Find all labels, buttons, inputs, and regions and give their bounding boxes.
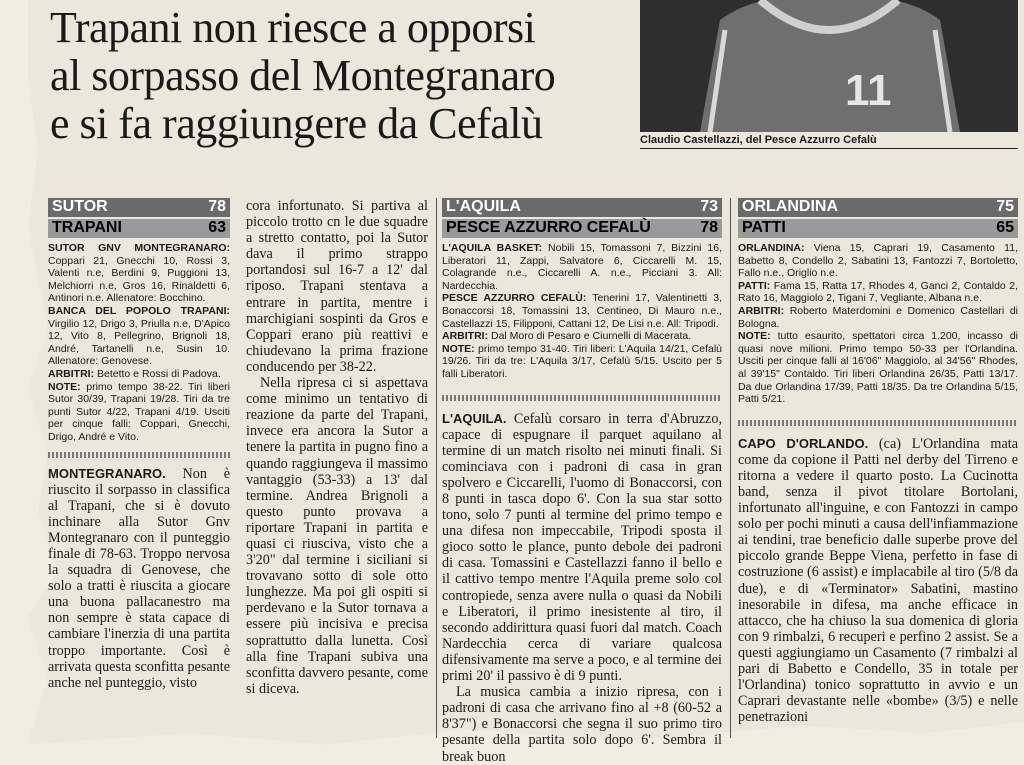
article-text: (ca) L'Orlandina mata come da copione il Patti nel derby del Tirreno e ritorna a vedere il quarto posto. La Cucinotta band, senza il pivot titolare Bortolani, infortunato all'inguine, e con Fantozzi in campo solo per pochi minuti a causa dell'infiammazione ai tendini, trae beneficio dalle superbe prove del piccolo grande Beppe Viena, perfetto in fase di costruzione (6 assist) e implacabile al tiro (5/8 da due), e di «Terminator» Sabatini, mastino inesorabile in difesa, ma anche efficace in attacco, che ha chiuso la sua domenica di gloria con 9 rimbalzi, 6 recuperi e perfino 2 assist. Se a questi aggiungiamo un Casamento (7 rimbalzi al pari di Babetto e Condello, 35 in totale per l'Orlandina) tonico soprattutto in avvio e un Caprari devastante nelle «bombe» (3/5) e nelle penetrazioni	[738, 435, 1018, 726]
column-orlandina-patti	[738, 198, 1018, 725]
headline-line-1: Trapani non riesce a opporsi	[50, 3, 536, 52]
divider	[442, 395, 722, 401]
article-text: Non è riuscito il sorpasso in classifica al Trapani, che si è dovuto inchinare alla Sutor Gnv Montegranaro con il punteggio finale di 78-63. Troppo nervosa la squadra di Genovese, che solo a tratti è riuscita a giocare una buona pallacanestro ma non sempre è stata capace di cambiare l'inerzia di una partita troppo importante. Così è arrivata questa sconfitta pesante anche nel punteggio, visto	[48, 465, 230, 691]
column-sutor-trapani	[48, 198, 230, 691]
divider	[48, 452, 230, 458]
box-text: primo tempo 38-22. Tiri liberi Sutor 30/39, Trapani 19/28. Tiri da tre punti Sutor 4/22, Trapani 4/19. Usciti per cinque falli: Coppari, Gnecchi, Drigo, André e Vito.	[48, 380, 230, 443]
box-text: Coppari 21, Gnecchi 10, Rossi 3, Valenti n.e, Berdini 9, Puggioni 13, Melchiorri n.e, Gros 16, Rinaldetti 6, Antinori n.e. Allenatore: Bocchino.	[48, 254, 230, 305]
article-dateline: L'AQUILA.	[442, 410, 507, 426]
score-row-home	[442, 198, 722, 217]
box-text: Roberto Materdomini e Domenico Castellari di Bologna.	[738, 304, 1018, 330]
article-paragraph: La musica cambia a inizio ripresa, con i padroni di casa che arrivano fino al +8 (60-52 a 8'37") e Bonaccorsi che segna il suo primo tiro pesante della partita solo dopo 6'. Sembra il break buon	[442, 684, 722, 765]
article-body	[738, 436, 1018, 726]
box-label: BANCA DEL POPOLO TRAPANI:	[48, 304, 230, 317]
box-score-text	[738, 242, 1018, 406]
team-name: SUTOR	[52, 198, 108, 216]
box-label: ARBITRI:	[48, 367, 95, 380]
box-text: primo tempo 31-40. Tiri liberi: L'Aquila 14/21, Cefalù 19/26. Tiri da tre: L'Aquila 3/17, Cefalù 5/15. Uscito per 5 falli Liberatori.	[442, 342, 722, 380]
team-name: PESCE AZZURRO CEFALÙ	[446, 219, 651, 237]
box-text: Viena 15, Caprari 19, Casamento 11, Babetto 8, Condello 2, Sabatini 13, Fantozzi 7, Bortoletto, Fallo n.e., Origlio n.e.	[738, 242, 1018, 280]
article-body	[48, 466, 230, 691]
team-name: ORLANDINA	[742, 198, 838, 216]
article-dateline: MONTEGRANARO.	[48, 465, 166, 481]
player-photo	[640, 0, 1018, 132]
headline	[50, 4, 630, 148]
team-score: 78	[700, 219, 718, 237]
column-laquila-cefalu	[442, 198, 722, 765]
box-label: SUTOR GNV MONTEGRANARO:	[48, 242, 230, 254]
article-body	[246, 198, 428, 697]
team-score: 73	[700, 198, 718, 216]
box-score-text	[442, 242, 722, 381]
team-name: PATTI	[742, 219, 786, 237]
box-label: ARBITRI:	[442, 330, 489, 343]
column-rule	[436, 198, 437, 738]
box-label: ORLANDINA:	[738, 242, 805, 254]
divider	[738, 420, 1018, 426]
score-row-away	[738, 219, 1018, 238]
box-label: PATTI:	[738, 279, 771, 292]
box-text: Nobili 15, Tomassoni 7, Bizzini 16, Liberatori 11, Zappi, Salvatore 6, Ciccarelli M. 15, Colagrande n.e., Ciccarelli A. n.e., Picciani 3. All: Nardecchia.	[442, 242, 722, 292]
photo-caption: Claudio Castellazzi, del Pesce Azzurro Cefalù	[640, 134, 1018, 149]
team-name: TRAPANI	[52, 219, 122, 237]
scorebox-sutor-trapani	[48, 198, 230, 238]
score-row-home	[48, 198, 230, 217]
team-score: 75	[996, 198, 1014, 216]
headline-line-2: al sorpasso del Montegranaro	[50, 51, 556, 100]
team-score: 78	[208, 198, 226, 216]
box-text: Fama 15, Ratta 17, Rhodes 4, Ganci 2, Contaldo 2, Rato 16, Maggiolo 2, Tigani 7, Vegliante, Albana n.e.	[738, 279, 1018, 305]
box-text: Dal Moro di Pesaro e Ciurnelli di Macerata.	[488, 330, 692, 343]
box-text: Betetto e Rossi di Padova.	[94, 367, 221, 380]
article-paragraph: cora infortunato. Si partiva al piccolo trotto cn le due squadre a stretto contatto, poi la Sutor dava il primo strappo portandosi sul 16-7 a 12' dal riposo. Trapani stentava a entrare in partita, mentre i marchigiani sospinti da Gros e Coppari erano più reattivi e chiudevano la prima frazione conducendo per 38-22.	[246, 198, 428, 375]
basketball-jersey-image	[640, 0, 1018, 132]
article-body	[442, 411, 722, 765]
scorebox-orlandina-patti	[738, 198, 1018, 238]
box-label: PESCE AZZURRO CEFALÙ:	[442, 292, 587, 305]
box-label: NOTE:	[442, 342, 475, 355]
box-label: L'AQUILA BASKET:	[442, 242, 543, 254]
article-dateline: CAPO D'ORLANDO.	[738, 435, 869, 451]
box-score-text	[48, 242, 230, 444]
article-paragraph: Nella ripresa ci si aspettava come minimo un tentativo di reazione da parte del Trapani, invece era ancora la Sutor a tenere la partita in pugno fino a quando raggiungeva il massimo vantaggio (53-33) a 13' dal termine. Andrea Brignoli a questo punto provava a riportare Trapani in partita e quasi ci riusciva, visto che a 3'20" dal termine i siciliani si trovavano sotto di sole otto lunghezze. Ma poi gli ospiti si perdevano e la Sutor tornava a essere più incisiva e precisa soprattutto dalla lunetta. Così alla fine Trapani subiva una sconfitta davvero pesante, come si diceva.	[246, 375, 428, 697]
score-row-away	[48, 219, 230, 238]
column-sutor-continued	[246, 198, 428, 697]
team-score: 65	[996, 219, 1014, 237]
score-row-away	[442, 219, 722, 238]
article-text: Cefalù corsaro in terra d'Abruzzo, capace di espugnare il parquet aquilano al termine di un match risolto nei minuti finali. Si cominciava con i padroni di casa in gran spolvero e Ciccarelli, l'uomo di Bonaccorsi, con 8 punti in tasca dopo 6'. Con la sua star sotto tono, solo 7 punti al termine del primo tempo e una difesa non impeccabile, Tripodi sposta il gioco sotto le plance, punto debole dei padroni di casa. Tomassini e Castellazzi fanno il bello e il cattivo tempo mentre l'Aquila preme solo col contropiede, senza avere nulla o quasi da Nobili e Liberatori, il primo inesistente al tiro, il secondo addirittura quasi fuori dal match. Coach Nardecchia cerca di variare qualcosa difensivamente ma serve a poco, e al termine dei primi 20' il passivo è di 9 punti.	[442, 410, 722, 685]
score-row-home	[738, 198, 1018, 217]
scorebox-laquila-cefalu	[442, 198, 722, 238]
team-name: L'AQUILA	[446, 198, 521, 216]
svg-text:11: 11	[845, 66, 892, 115]
box-label: NOTE:	[48, 380, 81, 393]
box-label: NOTE:	[738, 330, 771, 343]
team-score: 63	[208, 219, 226, 237]
box-text: Virgilio 12, Drigo 3, Priulla n.e, D'Apico 12, Vito 8, Pellegrino, Brignoli 18, André, Tartanelli n.e, Susin 10. Allenatore: Genovese.	[48, 317, 230, 368]
box-text: tutto esaurito, spettatori circa 1.200, incasso di quasi nove milioni. Primo tempo 50-33 per l'Orlandina. Usciti per cinque falli al 16'06" Maggiolo, al 34'56" Rhodes, al 39'15" Contaldo. Tiri liberi Orlandina 26/35, Patti 13/17. Da due Orlandina 17/39, Patti 18/35. Da tre Orlandina 5/15, Patti 5/21.	[738, 330, 1018, 406]
box-label: ARBITRI:	[738, 304, 785, 317]
box-text: Tenerini 17, Valentinetti 3, Bonaccorsi 18, Tomassini 13, Centineo, Di Mauro n.e., Castellazzi 15, Filipponi, Cattani 12, De Lisi n.e. All: Tripodi.	[442, 292, 722, 330]
headline-line-3: e si fa raggiungere da Cefalù	[50, 99, 543, 148]
column-rule	[730, 198, 731, 738]
